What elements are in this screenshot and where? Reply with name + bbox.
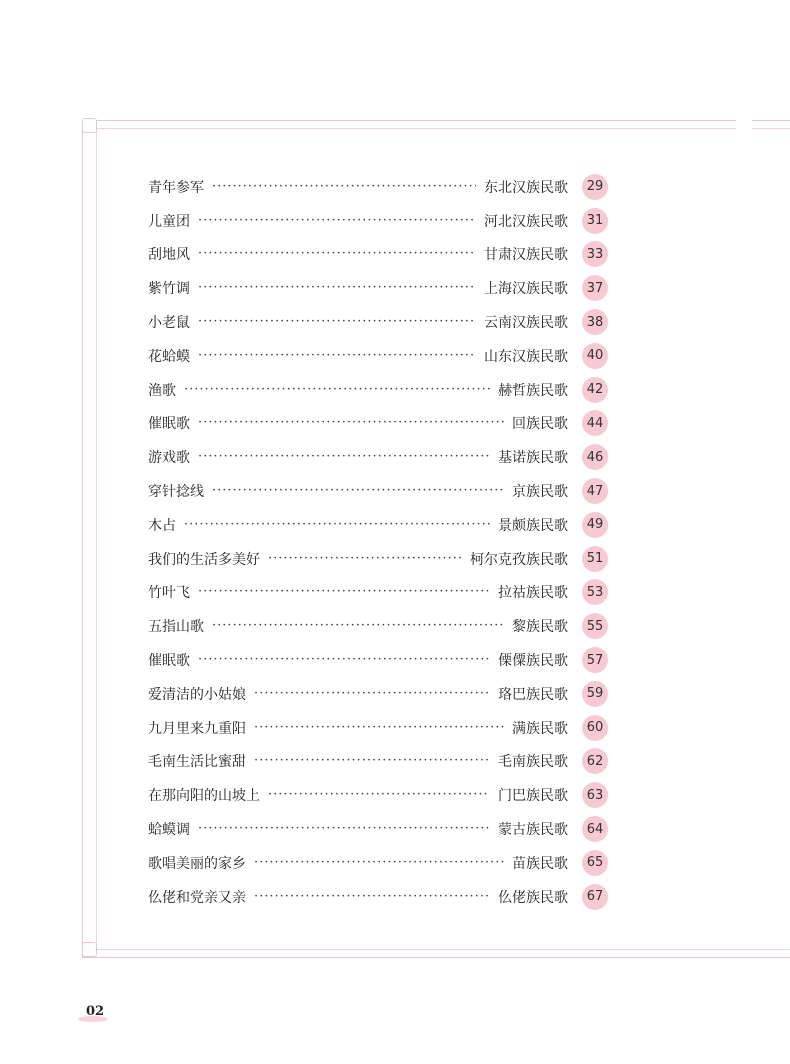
- toc-entry-page-badge: 57: [582, 647, 608, 673]
- toc-entry[interactable]: [148, 271, 608, 305]
- toc-entry-origin: 山东汉族民歌: [484, 348, 568, 365]
- toc-entry-title: 仫佬和党亲又亲: [148, 889, 246, 906]
- toc-entry[interactable]: [148, 576, 608, 610]
- dot-leader: [212, 619, 504, 633]
- toc-entry-page-badge: 59: [582, 681, 608, 707]
- dot-leader: [212, 180, 476, 194]
- toc-entry-origin: 东北汉族民歌: [484, 179, 568, 196]
- dot-leader: [254, 721, 504, 735]
- toc-entry-page-badge: 44: [582, 410, 608, 436]
- dot-leader: [254, 687, 490, 701]
- toc-entry[interactable]: [148, 609, 608, 643]
- toc-entry-title: 我们的生活多美好: [148, 551, 260, 568]
- toc-entry-title: 五指山歌: [148, 619, 204, 636]
- toc-entry-title: 刮地风: [148, 247, 190, 264]
- dot-leader: [198, 450, 490, 464]
- toc-entry-origin: 赫哲族民歌: [498, 382, 568, 399]
- toc-entry[interactable]: [148, 305, 608, 339]
- toc-entry-page-badge: 47: [582, 478, 608, 504]
- toc-entry-page-badge: 33: [582, 241, 608, 267]
- toc-entry-title: 竹叶飞: [148, 585, 190, 602]
- dot-leader: [198, 416, 504, 430]
- toc-entry-title: 小老鼠: [148, 315, 190, 332]
- dot-leader: [254, 890, 490, 904]
- toc-entry[interactable]: [148, 474, 608, 508]
- toc-entry-title: 木占: [148, 517, 176, 534]
- toc-entry-title: 蛤蟆调: [148, 822, 190, 839]
- dot-leader: [198, 822, 490, 836]
- toc-entry-page-badge: 38: [582, 309, 608, 335]
- toc-entry-page-badge: 42: [582, 377, 608, 403]
- toc-entry-origin: 甘肃汉族民歌: [484, 247, 568, 264]
- toc-entry-title: 歌唱美丽的家乡: [148, 855, 246, 872]
- dot-leader: [198, 315, 476, 329]
- dot-leader: [198, 349, 476, 363]
- toc-entry[interactable]: [148, 643, 608, 677]
- toc-entry-page-badge: 62: [582, 748, 608, 774]
- toc-entry-origin: 回族民歌: [512, 416, 568, 433]
- frame-corner-bottom-left: [82, 942, 97, 957]
- toc-entry-origin: 基诺族民歌: [498, 450, 568, 467]
- toc-entry[interactable]: [148, 407, 608, 441]
- toc-entry[interactable]: [148, 846, 608, 880]
- dot-leader: [198, 281, 476, 295]
- page-number: 02: [86, 1004, 105, 1019]
- toc-entry-title: 毛南生活比蜜甜: [148, 754, 246, 771]
- dot-leader: [198, 247, 476, 261]
- toc-entry-page-badge: 65: [582, 850, 608, 876]
- toc-entry-title: 紫竹调: [148, 281, 190, 298]
- toc-entry-title: 穿针捻线: [148, 484, 204, 501]
- toc-entry-origin: 上海汉族民歌: [484, 281, 568, 298]
- toc-entry-origin: 珞巴族民歌: [498, 686, 568, 703]
- toc-entry-page-badge: 40: [582, 343, 608, 369]
- toc-entry-page-badge: 55: [582, 613, 608, 639]
- toc-entry-title: 催眠歌: [148, 416, 190, 433]
- dot-leader: [268, 552, 462, 566]
- toc-entry-page-badge: 31: [582, 208, 608, 234]
- toc-entry-page-badge: 37: [582, 275, 608, 301]
- dot-leader: [198, 585, 490, 599]
- frame-corner-top-left: [82, 118, 97, 133]
- toc-entry-title: 儿童团: [148, 213, 190, 230]
- toc-entry-title: 花蛤蟆: [148, 348, 190, 365]
- toc-entry[interactable]: [148, 373, 608, 407]
- toc-entry[interactable]: [148, 542, 608, 576]
- toc-entry[interactable]: [148, 677, 608, 711]
- toc-entry-page-badge: 46: [582, 444, 608, 470]
- toc-entry-title: 九月里来九重阳: [148, 720, 246, 737]
- toc-entry-origin: 京族民歌: [512, 484, 568, 501]
- toc-entry-title: 爱清洁的小姑娘: [148, 686, 246, 703]
- toc-entry[interactable]: [148, 339, 608, 373]
- toc-entry-page-badge: 29: [582, 174, 608, 200]
- dot-leader: [254, 754, 490, 768]
- toc-entry[interactable]: [148, 778, 608, 812]
- toc-entry-origin: 云南汉族民歌: [484, 315, 568, 332]
- toc-entry-title: 催眠歌: [148, 653, 190, 670]
- toc-entry-title: 青年参军: [148, 179, 204, 196]
- toc-entry-origin: 门巴族民歌: [498, 788, 568, 805]
- toc-entry[interactable]: [148, 711, 608, 745]
- toc-entry[interactable]: [148, 745, 608, 779]
- toc-entry-origin: 蒙古族民歌: [498, 822, 568, 839]
- dot-leader: [184, 383, 490, 397]
- dot-leader: [212, 484, 504, 498]
- toc-entry-origin: 傈僳族民歌: [498, 653, 568, 670]
- toc-entry-origin: 毛南族民歌: [498, 754, 568, 771]
- toc-entry-page-badge: 51: [582, 546, 608, 572]
- dot-leader: [254, 856, 504, 870]
- dot-leader: [184, 518, 490, 532]
- toc-entry-origin: 河北汉族民歌: [484, 213, 568, 230]
- frame-gap: [736, 117, 752, 131]
- toc-entry-origin: 景颇族民歌: [498, 517, 568, 534]
- toc-entry-origin: 拉祜族民歌: [498, 585, 568, 602]
- toc-entry[interactable]: [148, 170, 608, 204]
- toc-entry-origin: 黎族民歌: [512, 619, 568, 636]
- toc-entry-title: 在那向阳的山坡上: [148, 788, 260, 805]
- toc-entry[interactable]: [148, 812, 608, 846]
- toc-entry-origin: 苗族民歌: [512, 855, 568, 872]
- toc-entry-page-badge: 67: [582, 884, 608, 910]
- dot-leader: [198, 214, 476, 228]
- toc-entry-origin: 满族民歌: [512, 720, 568, 737]
- toc-entry-origin: 柯尔克孜族民歌: [470, 551, 568, 568]
- toc-entry[interactable]: [148, 238, 608, 272]
- toc-entry-page-badge: 63: [582, 782, 608, 808]
- toc-entry-page-badge: 64: [582, 816, 608, 842]
- dot-leader: [198, 653, 490, 667]
- toc-entry-title: 游戏歌: [148, 450, 190, 467]
- toc-entry-title: 渔歌: [148, 382, 176, 399]
- toc-entry-origin: 仫佬族民歌: [498, 889, 568, 906]
- toc-entry-page-badge: 49: [582, 512, 608, 538]
- toc-entry-page-badge: 60: [582, 715, 608, 741]
- table-of-contents: [148, 170, 608, 914]
- toc-entry[interactable]: [148, 440, 608, 474]
- toc-entry[interactable]: [148, 880, 608, 914]
- dot-leader: [268, 788, 490, 802]
- toc-entry[interactable]: [148, 508, 608, 542]
- toc-entry[interactable]: [148, 204, 608, 238]
- toc-entry-page-badge: 53: [582, 579, 608, 605]
